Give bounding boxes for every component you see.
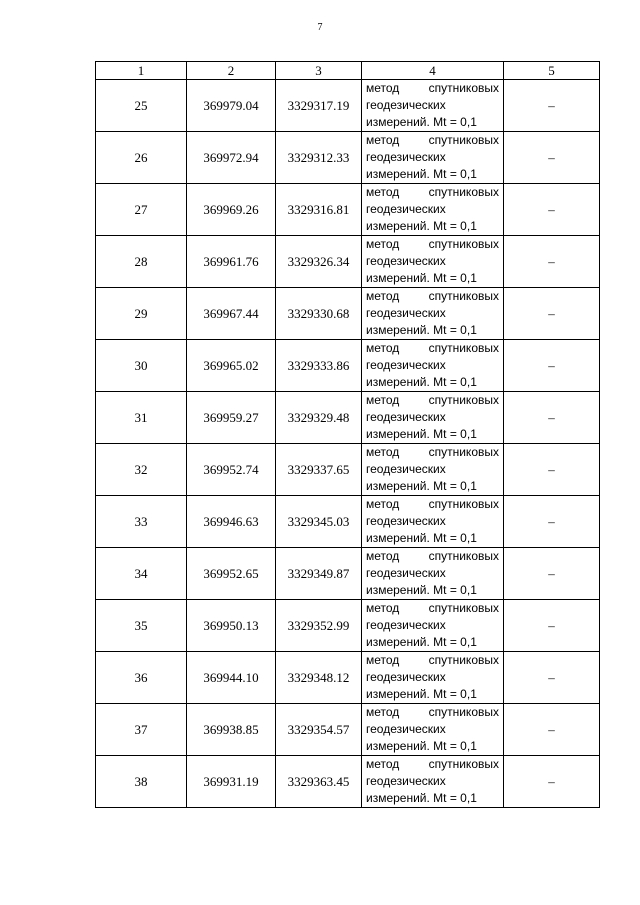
note-cell: – [504, 704, 600, 756]
method-cell [362, 496, 504, 548]
method-word: спутниковых [428, 237, 499, 251]
table-row [96, 756, 600, 808]
page-number: 7 [317, 22, 323, 33]
coordinate-y: 3329345.03 [276, 496, 362, 548]
method-word: спутниковых [428, 445, 499, 459]
method-word: метод [366, 237, 400, 251]
note-cell: – [504, 756, 600, 808]
note-cell: – [504, 652, 600, 704]
method-word: спутниковых [428, 601, 499, 615]
coordinate-y: 3329349.87 [276, 548, 362, 600]
coordinates-table [95, 61, 600, 808]
method-line-3: измерений. Mt = 0,1 [366, 739, 477, 753]
note-cell: – [504, 236, 600, 288]
method-word: метод [366, 445, 400, 459]
coordinate-x: 369965.02 [187, 340, 276, 392]
method-word: спутниковых [428, 185, 499, 199]
method-line-1 [366, 340, 499, 357]
method-word: спутниковых [428, 393, 499, 407]
column-header: 5 [504, 62, 600, 80]
method-cell [362, 600, 504, 652]
method-line-1 [366, 392, 499, 409]
point-number: 37 [96, 704, 187, 756]
table-row [96, 132, 600, 184]
coordinate-y: 3329354.57 [276, 704, 362, 756]
coordinate-x: 369972.94 [187, 132, 276, 184]
table-row [96, 184, 600, 236]
method-cell [362, 340, 504, 392]
coordinate-y: 3329326.34 [276, 236, 362, 288]
point-number: 27 [96, 184, 187, 236]
point-number: 29 [96, 288, 187, 340]
point-number: 26 [96, 132, 187, 184]
column-header: 2 [187, 62, 276, 80]
method-word: спутниковых [428, 497, 499, 511]
note-cell: – [504, 392, 600, 444]
point-number: 28 [96, 236, 187, 288]
method-word: метод [366, 185, 400, 199]
coordinate-x: 369969.26 [187, 184, 276, 236]
table-row [96, 288, 600, 340]
note-cell: – [504, 340, 600, 392]
method-cell [362, 756, 504, 808]
point-number: 34 [96, 548, 187, 600]
coordinate-x: 369967.44 [187, 288, 276, 340]
method-word: спутниковых [428, 133, 499, 147]
coordinate-y: 3329348.12 [276, 652, 362, 704]
method-line-2: геодезических [366, 566, 446, 580]
coordinate-x: 369959.27 [187, 392, 276, 444]
method-word: метод [366, 497, 400, 511]
table-row [96, 652, 600, 704]
method-line-2: геодезических [366, 98, 446, 112]
coordinate-y: 3329352.99 [276, 600, 362, 652]
method-line-3: измерений. Mt = 0,1 [366, 167, 477, 181]
method-line-1 [366, 80, 499, 97]
table-body [96, 80, 600, 808]
note-cell: – [504, 184, 600, 236]
coordinate-y: 3329312.33 [276, 132, 362, 184]
method-line-3: измерений. Mt = 0,1 [366, 323, 477, 337]
method-word: метод [366, 133, 400, 147]
method-line-3: измерений. Mt = 0,1 [366, 271, 477, 285]
method-word: метод [366, 757, 400, 771]
point-number: 35 [96, 600, 187, 652]
table-row [96, 392, 600, 444]
method-line-2: геодезических [366, 514, 446, 528]
method-cell [362, 288, 504, 340]
column-header: 3 [276, 62, 362, 80]
method-cell [362, 392, 504, 444]
method-line-1 [366, 600, 499, 617]
coordinate-x: 369952.65 [187, 548, 276, 600]
table-row [96, 80, 600, 132]
method-word: метод [366, 549, 400, 563]
method-cell [362, 704, 504, 756]
coordinate-y: 3329337.65 [276, 444, 362, 496]
point-number: 25 [96, 80, 187, 132]
method-cell [362, 548, 504, 600]
point-number: 32 [96, 444, 187, 496]
method-line-1 [366, 444, 499, 461]
column-header: 1 [96, 62, 187, 80]
method-line-1 [366, 496, 499, 513]
method-line-1 [366, 756, 499, 773]
method-cell [362, 652, 504, 704]
note-cell: – [504, 80, 600, 132]
coordinate-y: 3329329.48 [276, 392, 362, 444]
point-number: 33 [96, 496, 187, 548]
method-word: спутниковых [428, 653, 499, 667]
coordinate-x: 369979.04 [187, 80, 276, 132]
method-cell [362, 132, 504, 184]
method-word: спутниковых [428, 81, 499, 95]
method-line-2: геодезических [366, 306, 446, 320]
method-line-2: геодезических [366, 722, 446, 736]
method-line-1 [366, 184, 499, 201]
point-number: 36 [96, 652, 187, 704]
method-cell [362, 236, 504, 288]
method-line-3: измерений. Mt = 0,1 [366, 635, 477, 649]
method-line-3: измерений. Mt = 0,1 [366, 583, 477, 597]
table-row [96, 444, 600, 496]
point-number: 31 [96, 392, 187, 444]
method-line-2: геодезических [366, 150, 446, 164]
method-line-1 [366, 236, 499, 253]
coordinate-y: 3329363.45 [276, 756, 362, 808]
method-line-1 [366, 652, 499, 669]
coordinate-y: 3329333.86 [276, 340, 362, 392]
method-line-3: измерений. Mt = 0,1 [366, 115, 477, 129]
method-word: метод [366, 393, 400, 407]
note-cell: – [504, 496, 600, 548]
method-cell [362, 80, 504, 132]
method-word: спутниковых [428, 705, 499, 719]
table-row [96, 548, 600, 600]
method-word: метод [366, 601, 400, 615]
table-row [96, 600, 600, 652]
point-number: 38 [96, 756, 187, 808]
method-line-1 [366, 704, 499, 721]
method-line-2: геодезических [366, 462, 446, 476]
method-line-3: измерений. Mt = 0,1 [366, 531, 477, 545]
coordinate-x: 369961.76 [187, 236, 276, 288]
note-cell: – [504, 288, 600, 340]
method-line-3: измерений. Mt = 0,1 [366, 375, 477, 389]
note-cell: – [504, 132, 600, 184]
method-line-1 [366, 132, 499, 149]
table-row [96, 236, 600, 288]
table-row [96, 340, 600, 392]
table-row [96, 496, 600, 548]
method-word: метод [366, 705, 400, 719]
method-line-3: измерений. Mt = 0,1 [366, 687, 477, 701]
method-line-2: геодезических [366, 670, 446, 684]
method-word: спутниковых [428, 341, 499, 355]
method-word: спутниковых [428, 757, 499, 771]
method-cell [362, 184, 504, 236]
method-word: метод [366, 289, 400, 303]
coordinate-x: 369952.74 [187, 444, 276, 496]
coordinate-x: 369931.19 [187, 756, 276, 808]
coordinate-x: 369950.13 [187, 600, 276, 652]
coordinate-x: 369946.63 [187, 496, 276, 548]
coordinate-x: 369938.85 [187, 704, 276, 756]
method-word: метод [366, 81, 400, 95]
method-word: спутниковых [428, 549, 499, 563]
table-header-row [96, 62, 600, 80]
method-line-1 [366, 548, 499, 565]
method-line-2: геодезических [366, 410, 446, 424]
method-line-2: геодезических [366, 202, 446, 216]
point-number: 30 [96, 340, 187, 392]
coordinate-x: 369944.10 [187, 652, 276, 704]
method-line-1 [366, 288, 499, 305]
method-word: метод [366, 653, 400, 667]
method-line-2: геодезических [366, 774, 446, 788]
method-line-2: геодезических [366, 254, 446, 268]
note-cell: – [504, 444, 600, 496]
method-word: метод [366, 341, 400, 355]
coordinate-y: 3329317.19 [276, 80, 362, 132]
method-word: спутниковых [428, 289, 499, 303]
note-cell: – [504, 548, 600, 600]
method-line-3: измерений. Mt = 0,1 [366, 479, 477, 493]
note-cell: – [504, 600, 600, 652]
method-line-3: измерений. Mt = 0,1 [366, 219, 477, 233]
method-line-3: измерений. Mt = 0,1 [366, 791, 477, 805]
coordinate-y: 3329316.81 [276, 184, 362, 236]
method-line-2: геодезических [366, 358, 446, 372]
coordinate-y: 3329330.68 [276, 288, 362, 340]
method-line-2: геодезических [366, 618, 446, 632]
table-row [96, 704, 600, 756]
method-line-3: измерений. Mt = 0,1 [366, 427, 477, 441]
method-cell [362, 444, 504, 496]
column-header: 4 [362, 62, 504, 80]
